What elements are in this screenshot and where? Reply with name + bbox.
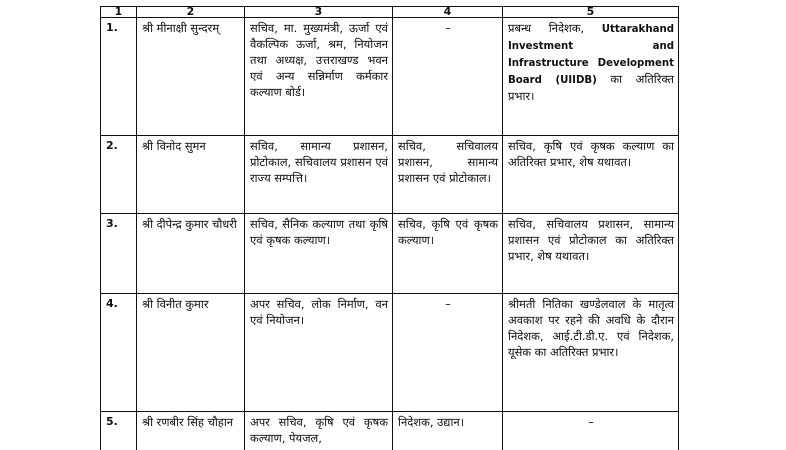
header-cell-3: 3: [245, 7, 393, 18]
officer-name: श्री मीनाक्षी सुन्दरम्: [137, 18, 245, 136]
current-post: अपर सचिव, लोक निर्माण, वन एवं नियोजन।: [245, 294, 393, 412]
removed-charge: निदेशक, उद्यान।: [393, 412, 503, 450]
current-post: सचिव, सामान्य प्रशासन, प्रोटोकाल, सचिवालय प्रशासन एवं राज्य सम्पत्ति।: [245, 136, 393, 214]
table-row: [101, 18, 679, 136]
serial-number: 5.: [101, 412, 137, 450]
new-charge: श्रीमती नितिका खण्डेलवाल के मातृत्व अवकाश पर रहने की अवधि के दौरान निदेशक, आई.टी.डी.ए. एवं निदेशक, यूसेक का अतिरिक्त प्रभार।: [503, 294, 679, 412]
header-cell-4: 4: [393, 7, 503, 18]
serial-number: 3.: [101, 214, 137, 294]
table-row: [101, 136, 679, 214]
transfer-orders-table: [100, 6, 679, 450]
new-charge: सचिव, सचिवालय प्रशासन, सामान्य प्रशासन एवं प्रोटोकाल का अतिरिक्त प्रभार, शेष यथावत।: [503, 214, 679, 294]
officer-name: श्री विनोद सुमन: [137, 136, 245, 214]
officer-name: श्री विनीत कुमार: [137, 294, 245, 412]
table-row: [101, 214, 679, 294]
table-row: [101, 294, 679, 412]
new-charge-suffix: का अतिरिक्त प्रभार।: [508, 72, 674, 103]
new-charge: सचिव, कृषि एवं कृषक कल्याण का अतिरिक्त प्रभार, शेष यथावत।: [503, 136, 679, 214]
removed-charge: सचिव, सचिवालय प्रशासन, सामान्य प्रशासन एवं प्रोटोकाल।: [393, 136, 503, 214]
serial-number: 2.: [101, 136, 137, 214]
serial-number: 1.: [101, 18, 137, 136]
header-cell-5: 5: [503, 7, 679, 18]
new-charge-english: Uttarakhand Investment and Infrastructure Development Board (UIIDB): [508, 24, 674, 86]
new-charge-prefix: प्रबन्ध निदेशक,: [508, 21, 602, 35]
removed-charge: सचिव, कृषि एवं कृषक कल्याण।: [393, 214, 503, 294]
new-charge: –: [503, 412, 679, 450]
current-post: सचिव, सैनिक कल्याण तथा कृषि एवं कृषक कल्याण।: [245, 214, 393, 294]
officer-name: श्री दीपेन्द्र कुमार चौधरी: [137, 214, 245, 294]
officer-name: श्री रणबीर सिंह चौहान: [137, 412, 245, 450]
new-charge: [503, 18, 679, 136]
serial-number: 4.: [101, 294, 137, 412]
current-post: अपर सचिव, कृषि एवं कृषक कल्याण, पेयजल,: [245, 412, 393, 450]
current-post: सचिव, मा. मुख्यमंत्री, ऊर्जा एवं वैकल्पिक ऊर्जा, श्रम, नियोजन तथा अध्यक्ष, उत्तराखण्ड भवन एवं अन्य सन्निर्माण कर्मकार कल्याण बोर्ड।: [245, 18, 393, 136]
header-cell-1: 1: [101, 7, 137, 18]
header-cell-2: 2: [137, 7, 245, 18]
removed-charge: –: [393, 18, 503, 136]
removed-charge: –: [393, 294, 503, 412]
header-row: [101, 7, 679, 18]
table-row: [101, 412, 679, 450]
